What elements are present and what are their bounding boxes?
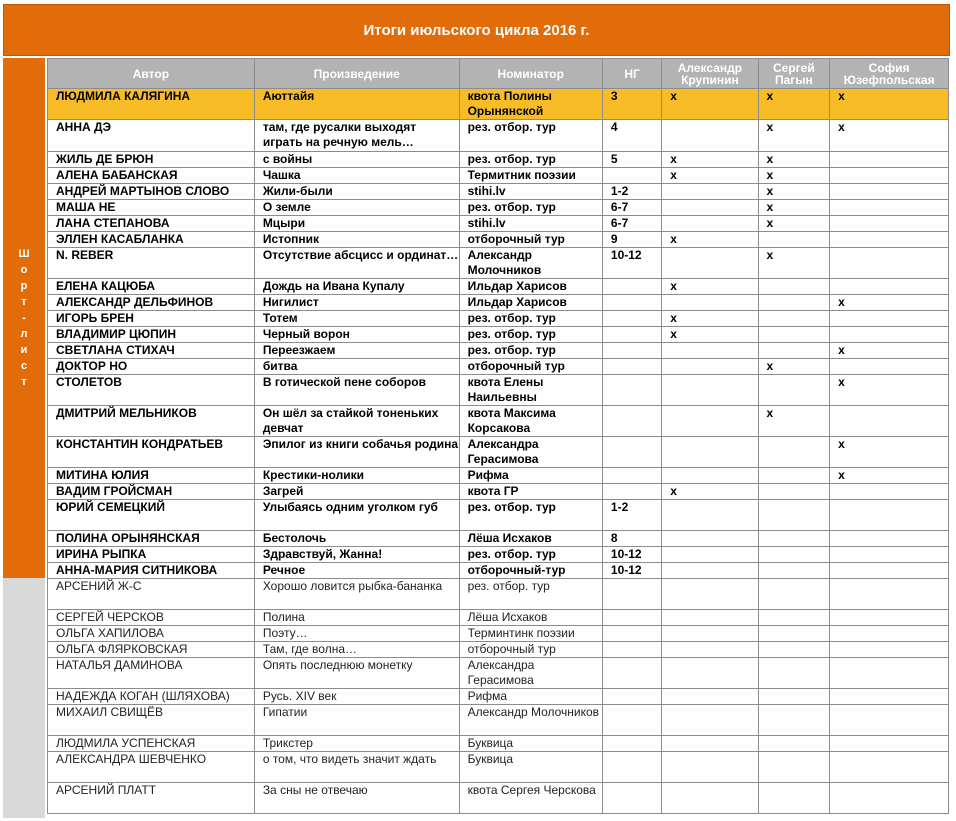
results-page (3, 4, 950, 818)
vote-pagyn-cell: x (758, 216, 830, 232)
vote-yuzefpolskaya-cell (830, 579, 949, 610)
author-cell: ДМИТРИЙ МЕЛЬНИКОВ (48, 406, 255, 437)
vote-pagyn-cell: x (758, 168, 830, 184)
vote-krupinin-cell (662, 752, 758, 783)
table-row (48, 579, 949, 610)
nominator-cell: Александр Молочников (459, 705, 602, 736)
vote-yuzefpolskaya-cell (830, 531, 949, 547)
ng-cell: 6-7 (602, 200, 661, 216)
author-cell: СТОЛЕТОВ (48, 375, 255, 406)
vote-krupinin-cell (662, 295, 758, 311)
ng-cell (602, 359, 661, 375)
table-row (48, 783, 949, 814)
column-header-nominator: Номинатор (459, 59, 602, 89)
vote-yuzefpolskaya-cell (830, 563, 949, 579)
vote-yuzefpolskaya-cell (830, 168, 949, 184)
column-header-judge-pagyn: Сергей Пагын (758, 59, 830, 89)
vote-pagyn-cell (758, 736, 830, 752)
vote-yuzefpolskaya-cell: x (830, 295, 949, 311)
nominator-cell: Александра Герасимова (459, 658, 602, 689)
work-cell: там, где русалки выходят играть на речную мель… (254, 120, 459, 152)
author-cell: СВЕТЛАНА СТИХАЧ (48, 343, 255, 359)
vote-krupinin-cell: x (662, 279, 758, 295)
results-body (48, 89, 949, 814)
vote-krupinin-cell (662, 406, 758, 437)
vote-pagyn-cell (758, 783, 830, 814)
author-cell: АННА ДЭ (48, 120, 255, 152)
work-cell: битва (254, 359, 459, 375)
author-cell: КОНСТАНТИН КОНДРАТЬЕВ (48, 437, 255, 468)
ng-cell (602, 736, 661, 752)
shortlist-label-letter: т (21, 376, 27, 388)
nominator-cell: Термитник поэзии (459, 168, 602, 184)
vote-yuzefpolskaya-cell (830, 200, 949, 216)
shortlist-label-letter: и (20, 344, 28, 356)
vote-pagyn-cell (758, 610, 830, 626)
author-cell: НАДЕЖДА КОГАН (ШЛЯХОВА) (48, 689, 255, 705)
table-row (48, 736, 949, 752)
nominator-cell: Александра Герасимова (459, 437, 602, 468)
table-row (48, 168, 949, 184)
table-row (48, 359, 949, 375)
vote-pagyn-cell (758, 311, 830, 327)
author-cell: СЕРГЕЙ ЧЕРСКОВ (48, 610, 255, 626)
vote-krupinin-cell (662, 642, 758, 658)
work-cell: Крестики-нолики (254, 468, 459, 484)
nominator-cell: рез. отбор. тур (459, 120, 602, 152)
nominator-cell: отборочный тур (459, 642, 602, 658)
work-cell: Аюттайя (254, 89, 459, 120)
author-cell: ИГОРЬ БРЕН (48, 311, 255, 327)
vote-yuzefpolskaya-cell (830, 152, 949, 168)
vote-yuzefpolskaya-cell (830, 184, 949, 200)
ng-cell (602, 295, 661, 311)
table-row (48, 484, 949, 500)
work-cell: Дождь на Ивана Купалу (254, 279, 459, 295)
table-row (48, 547, 949, 563)
ng-cell: 1-2 (602, 500, 661, 531)
vote-pagyn-cell (758, 752, 830, 783)
nominator-cell: рез. отбор. тур (459, 200, 602, 216)
longlist-sidebar (3, 578, 45, 818)
author-cell: ЕЛЕНА КАЦЮБА (48, 279, 255, 295)
column-header-author: Автор (48, 59, 255, 89)
table-row (48, 437, 949, 468)
ng-cell (602, 484, 661, 500)
ng-cell (602, 311, 661, 327)
table-row (48, 642, 949, 658)
vote-pagyn-cell: x (758, 152, 830, 168)
vote-krupinin-cell: x (662, 327, 758, 343)
author-cell: ЛЮДМИЛА УСПЕНСКАЯ (48, 736, 255, 752)
vote-krupinin-cell (662, 468, 758, 484)
table-row (48, 295, 949, 311)
vote-krupinin-cell (662, 705, 758, 736)
vote-yuzefpolskaya-cell (830, 547, 949, 563)
author-cell: АЛЕНА БАБАНСКАЯ (48, 168, 255, 184)
vote-krupinin-cell (662, 783, 758, 814)
vote-yuzefpolskaya-cell (830, 248, 949, 279)
vote-krupinin-cell (662, 563, 758, 579)
ng-cell: 5 (602, 152, 661, 168)
ng-cell (602, 279, 661, 295)
work-cell: Русь. XIV век (254, 689, 459, 705)
work-cell: Там, где волна… (254, 642, 459, 658)
ng-cell (602, 783, 661, 814)
vote-yuzefpolskaya-cell (830, 311, 949, 327)
work-cell: Чашка (254, 168, 459, 184)
ng-cell (602, 752, 661, 783)
author-cell: МИТИНА ЮЛИЯ (48, 468, 255, 484)
nominator-cell: Рифма (459, 689, 602, 705)
vote-pagyn-cell (758, 232, 830, 248)
vote-krupinin-cell (662, 658, 758, 689)
author-cell: МИХАИЛ СВИЩЁВ (48, 705, 255, 736)
ng-cell (602, 168, 661, 184)
vote-yuzefpolskaya-cell: x (830, 468, 949, 484)
table-row (48, 531, 949, 547)
ng-cell: 4 (602, 120, 661, 152)
table-row (48, 563, 949, 579)
vote-yuzefpolskaya-cell (830, 484, 949, 500)
shortlist-label-letter: с (20, 360, 28, 372)
author-cell: ЛЮДМИЛА КАЛЯГИНА (48, 89, 255, 120)
author-cell: ИРИНА РЫПКА (48, 547, 255, 563)
vote-yuzefpolskaya-cell (830, 626, 949, 642)
work-cell: За сны не отвечаю (254, 783, 459, 814)
results-table (47, 58, 949, 814)
work-cell: Тотем (254, 311, 459, 327)
vote-pagyn-cell (758, 343, 830, 359)
work-cell: Опять последнюю монетку (254, 658, 459, 689)
ng-cell (602, 642, 661, 658)
ng-cell (602, 468, 661, 484)
vote-krupinin-cell (662, 120, 758, 152)
table-row (48, 468, 949, 484)
vote-pagyn-cell (758, 279, 830, 295)
work-cell: Истопник (254, 232, 459, 248)
vote-yuzefpolskaya-cell (830, 642, 949, 658)
shortlist-label-letter: л (20, 328, 28, 340)
vote-pagyn-cell (758, 705, 830, 736)
vote-pagyn-cell (758, 547, 830, 563)
nominator-cell: квота Елены Наильевны (459, 375, 602, 406)
author-cell: ЮРИЙ СЕМЕЦКИЙ (48, 500, 255, 531)
vote-krupinin-cell (662, 343, 758, 359)
vote-pagyn-cell (758, 295, 830, 311)
vote-yuzefpolskaya-cell (830, 327, 949, 343)
shortlist-label-letter: т (21, 296, 27, 308)
author-cell: МАША НЕ (48, 200, 255, 216)
work-cell: Переезжаем (254, 343, 459, 359)
ng-cell (602, 610, 661, 626)
nominator-cell: квота Сергея Черскова (459, 783, 602, 814)
author-cell: ДОКТОР НО (48, 359, 255, 375)
vote-krupinin-cell (662, 689, 758, 705)
table-row (48, 327, 949, 343)
vote-krupinin-cell (662, 579, 758, 610)
nominator-cell: Буквица (459, 736, 602, 752)
work-cell: О земле (254, 200, 459, 216)
vote-krupinin-cell (662, 184, 758, 200)
author-cell: АРСЕНИЙ Ж-С (48, 579, 255, 610)
table-row (48, 184, 949, 200)
nominator-cell: рез. отбор. тур (459, 547, 602, 563)
author-cell: АЛЕКСАНДР ДЕЛЬФИНОВ (48, 295, 255, 311)
table-row (48, 200, 949, 216)
vote-pagyn-cell (758, 658, 830, 689)
vote-yuzefpolskaya-cell (830, 610, 949, 626)
table-row (48, 689, 949, 705)
vote-krupinin-cell (662, 359, 758, 375)
column-header-ng: НГ (602, 59, 661, 89)
vote-yuzefpolskaya-cell: x (830, 89, 949, 120)
work-cell: Мцыри (254, 216, 459, 232)
vote-krupinin-cell: x (662, 168, 758, 184)
vote-krupinin-cell: x (662, 152, 758, 168)
work-cell: Нигилист (254, 295, 459, 311)
vote-krupinin-cell (662, 248, 758, 279)
vote-krupinin-cell (662, 500, 758, 531)
ng-cell: 8 (602, 531, 661, 547)
vote-krupinin-cell (662, 437, 758, 468)
table-row (48, 658, 949, 689)
nominator-cell: Ильдар Харисов (459, 295, 602, 311)
vote-yuzefpolskaya-cell (830, 689, 949, 705)
ng-cell: 10-12 (602, 547, 661, 563)
column-header-work: Произведение (254, 59, 459, 89)
nominator-cell: отборочный-тур (459, 563, 602, 579)
page-title: Итоги июльского цикла 2016 г. (3, 4, 950, 56)
shortlist-label-letter: - (22, 312, 26, 324)
ng-cell (602, 579, 661, 610)
nominator-cell: рез. отбор. тур (459, 500, 602, 531)
ng-cell (602, 689, 661, 705)
ng-cell (602, 375, 661, 406)
vote-krupinin-cell: x (662, 232, 758, 248)
table-row (48, 610, 949, 626)
vote-krupinin-cell (662, 216, 758, 232)
nominator-cell: квота ГР (459, 484, 602, 500)
work-cell: о том, что видеть значит ждать (254, 752, 459, 783)
vote-krupinin-cell (662, 736, 758, 752)
nominator-cell: квота Полины Орынянской (459, 89, 602, 120)
shortlist-label-letter: р (20, 280, 28, 292)
table-row (48, 626, 949, 642)
ng-cell (602, 327, 661, 343)
table-row (48, 705, 949, 736)
work-cell: Жили-были (254, 184, 459, 200)
ng-cell: 9 (602, 232, 661, 248)
nominator-cell: рез. отбор. тур (459, 152, 602, 168)
work-cell: Трикстер (254, 736, 459, 752)
nominator-cell: stihi.lv (459, 216, 602, 232)
vote-pagyn-cell (758, 563, 830, 579)
vote-krupinin-cell: x (662, 311, 758, 327)
vote-yuzefpolskaya-cell (830, 216, 949, 232)
ng-cell: 6-7 (602, 216, 661, 232)
nominator-cell: Терминтинк поэзии (459, 626, 602, 642)
author-cell: ВЛАДИМИР ЦЮПИН (48, 327, 255, 343)
vote-pagyn-cell (758, 437, 830, 468)
nominator-cell: рез. отбор. тур (459, 327, 602, 343)
nominator-cell: рез. отбор. тур (459, 311, 602, 327)
work-cell: Поэту… (254, 626, 459, 642)
ng-cell (602, 626, 661, 642)
vote-yuzefpolskaya-cell (830, 279, 949, 295)
table-row (48, 375, 949, 406)
author-cell: НАТАЛЬЯ ДАМИНОВА (48, 658, 255, 689)
vote-krupinin-cell (662, 200, 758, 216)
vote-pagyn-cell: x (758, 200, 830, 216)
author-cell: ВАДИМ ГРОЙСМАН (48, 484, 255, 500)
nominator-cell: квота Максима Корсакова (459, 406, 602, 437)
column-header-judge-krupinin: Александр Крупинин (662, 59, 758, 89)
vote-krupinin-cell (662, 626, 758, 642)
table-row (48, 279, 949, 295)
author-cell: АНДРЕЙ МАРТЫНОВ СЛОВО (48, 184, 255, 200)
nominator-cell: отборочный тур (459, 359, 602, 375)
author-cell: ЭЛЛЕН КАСАБЛАНКА (48, 232, 255, 248)
author-cell: ОЛЬГА ХАПИЛОВА (48, 626, 255, 642)
work-cell: Отсутствие абсцисс и ординат… (254, 248, 459, 279)
work-cell: Полина (254, 610, 459, 626)
author-cell: N. REBER (48, 248, 255, 279)
vote-pagyn-cell: x (758, 120, 830, 152)
work-cell: Гипатии (254, 705, 459, 736)
work-cell: Бестолочь (254, 531, 459, 547)
vote-krupinin-cell (662, 531, 758, 547)
ng-cell (602, 437, 661, 468)
vote-pagyn-cell (758, 484, 830, 500)
table-row (48, 152, 949, 168)
author-cell: АННА-МАРИЯ СИТНИКОВА (48, 563, 255, 579)
vote-krupinin-cell (662, 610, 758, 626)
vote-yuzefpolskaya-cell (830, 500, 949, 531)
work-cell: Хорошо ловится рыбка-бананка (254, 579, 459, 610)
ng-cell (602, 705, 661, 736)
nominator-cell: Рифма (459, 468, 602, 484)
vote-yuzefpolskaya-cell: x (830, 375, 949, 406)
vote-pagyn-cell (758, 626, 830, 642)
table-row (48, 120, 949, 152)
table-row (48, 311, 949, 327)
author-cell: ОЛЬГА ФЛЯРКОВСКАЯ (48, 642, 255, 658)
table-row (48, 500, 949, 531)
nominator-cell: рез. отбор. тур (459, 343, 602, 359)
vote-krupinin-cell: x (662, 484, 758, 500)
table-row (48, 343, 949, 359)
vote-yuzefpolskaya-cell (830, 736, 949, 752)
work-cell: В готической пене соборов (254, 375, 459, 406)
shortlist-label (3, 58, 45, 578)
work-cell: Он шёл за стайкой тоненьких девчат (254, 406, 459, 437)
nominator-cell: Александр Молочников (459, 248, 602, 279)
vote-yuzefpolskaya-cell: x (830, 120, 949, 152)
nominator-cell: Лёша Исхаков (459, 531, 602, 547)
vote-yuzefpolskaya-cell (830, 359, 949, 375)
vote-pagyn-cell: x (758, 89, 830, 120)
ng-cell (602, 658, 661, 689)
ng-cell: 10-12 (602, 248, 661, 279)
work-cell: Улыбаясь одним уголком губ (254, 500, 459, 531)
work-cell: Здравствуй, Жанна! (254, 547, 459, 563)
shortlist-label-letter: Ш (18, 248, 30, 260)
vote-pagyn-cell (758, 500, 830, 531)
work-cell: с войны (254, 152, 459, 168)
vote-pagyn-cell (758, 468, 830, 484)
vote-yuzefpolskaya-cell (830, 783, 949, 814)
ng-cell: 1-2 (602, 184, 661, 200)
table-header-row (48, 59, 949, 89)
vote-pagyn-cell (758, 375, 830, 406)
ng-cell (602, 406, 661, 437)
vote-yuzefpolskaya-cell (830, 752, 949, 783)
work-cell: Загрей (254, 484, 459, 500)
vote-yuzefpolskaya-cell (830, 406, 949, 437)
ng-cell (602, 343, 661, 359)
nominator-cell: Ильдар Харисов (459, 279, 602, 295)
nominator-cell: отборочный тур (459, 232, 602, 248)
vote-pagyn-cell (758, 327, 830, 343)
ng-cell: 3 (602, 89, 661, 120)
table-row (48, 216, 949, 232)
vote-krupinin-cell (662, 547, 758, 563)
vote-yuzefpolskaya-cell: x (830, 437, 949, 468)
vote-yuzefpolskaya-cell (830, 658, 949, 689)
vote-yuzefpolskaya-cell: x (830, 343, 949, 359)
table-row (48, 752, 949, 783)
vote-pagyn-cell (758, 579, 830, 610)
vote-pagyn-cell: x (758, 184, 830, 200)
author-cell: ЖИЛЬ ДЕ БРЮН (48, 152, 255, 168)
author-cell: АРСЕНИЙ ПЛАТТ (48, 783, 255, 814)
vote-yuzefpolskaya-cell (830, 705, 949, 736)
ng-cell: 10-12 (602, 563, 661, 579)
vote-pagyn-cell: x (758, 359, 830, 375)
table-row (48, 406, 949, 437)
vote-yuzefpolskaya-cell (830, 232, 949, 248)
nominator-cell: рез. отбор. тур (459, 579, 602, 610)
vote-krupinin-cell (662, 375, 758, 406)
shortlist-label-letter: о (20, 264, 28, 276)
table-row-winner (48, 89, 949, 120)
nominator-cell: stihi.lv (459, 184, 602, 200)
work-cell: Речное (254, 563, 459, 579)
work-cell: Эпилог из книги собачья родина (254, 437, 459, 468)
vote-pagyn-cell (758, 642, 830, 658)
vote-pagyn-cell: x (758, 248, 830, 279)
table-row (48, 248, 949, 279)
nominator-cell: Буквица (459, 752, 602, 783)
author-cell: ЛАНА СТЕПАНОВА (48, 216, 255, 232)
vote-krupinin-cell: x (662, 89, 758, 120)
author-cell: АЛЕКСАНДРА ШЕВЧЕНКО (48, 752, 255, 783)
nominator-cell: Лёша Исхаков (459, 610, 602, 626)
vote-pagyn-cell (758, 531, 830, 547)
table-row (48, 232, 949, 248)
work-cell: Черный ворон (254, 327, 459, 343)
column-header-judge-yuzefpolskaya: София Юзефпольская (830, 59, 949, 89)
author-cell: ПОЛИНА ОРЫНЯНСКАЯ (48, 531, 255, 547)
vote-pagyn-cell (758, 689, 830, 705)
vote-pagyn-cell: x (758, 406, 830, 437)
